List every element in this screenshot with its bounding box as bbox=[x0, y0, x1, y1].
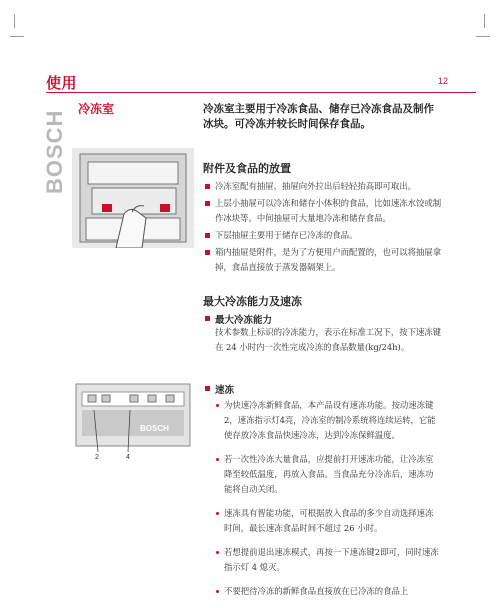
crop-mark bbox=[14, 14, 15, 28]
callout-label: 2 bbox=[95, 454, 99, 461]
panel-brand: BOSCH bbox=[140, 424, 169, 433]
list-item: 上层小抽屉可以冷冻和储存小体积的食品，比如速冻水饺或制作冰块等。中间抽屉可大量地冷冻和储存食品。 bbox=[203, 196, 443, 226]
accessories-heading: 附件及食品的放置 bbox=[203, 163, 291, 175]
crop-mark bbox=[476, 36, 490, 37]
intro-text: 冷冻室主要用于冷冻食品、储存已冷冻食品及制作冰块。可冷冻并较长时间保存食品。 bbox=[203, 103, 434, 130]
section-title: 使用 bbox=[46, 75, 78, 92]
list-item: 若想提前退出速冻模式，再按一下速冻键2即可，同时速冻指示灯 4 熄灭。 bbox=[215, 545, 440, 575]
list-item: 下层抽屉主要用于储存已冷冻的食品。 bbox=[203, 228, 443, 243]
header-rule bbox=[46, 92, 476, 93]
max-capacity-text: 技术参数上标识的冷冻能力，表示在标准工况下，按下速冻键在 24 小时内一次性完成冷冻的食品数量(kg/24h)。 bbox=[215, 327, 442, 352]
crop-mark bbox=[10, 36, 24, 37]
accessories-list bbox=[203, 179, 443, 277]
list-item: 不要把待冷冻的新鲜食品直接放在已冷冻的食品上 bbox=[215, 584, 440, 599]
max-capacity-subheading: 最大冷冻能力 bbox=[203, 312, 272, 326]
brand-logo: BOSCH bbox=[42, 109, 67, 194]
capacity-heading: 最大冷冻能力及速冻 bbox=[203, 296, 302, 308]
chapter-subtitle: 冷冻室 bbox=[78, 102, 115, 116]
crop-mark bbox=[484, 14, 485, 28]
list-item: 冷冻室配有抽屉，抽屉向外拉出后轻轻抬高即可取出。 bbox=[203, 179, 443, 194]
list-item: 速冻具有智能功能，可根据放入食品的多少自动选择速冻时间，最长速冻食品时间不超过 26 小时。 bbox=[215, 506, 440, 536]
quick-freeze-subheading: 速冻 bbox=[203, 382, 234, 396]
control-panel-illustration bbox=[72, 380, 194, 466]
page-number: 12 bbox=[438, 76, 449, 86]
list-item: 为快速冷冻新鲜食品，本产品设有速冻功能。按动速冻键2，速冻指示灯4亮，冷冻室的制冷系统将连续运转，它能使存放冷冻食品快速冷冻，达到冷冻保鲜温度。 bbox=[215, 398, 440, 443]
list-item: 若一次性冷冻大量食品，应提前打开速冻功能，让冷冻室降至较低温度，再放入食品。当食品充分冷冻后，速冻功能将自动关闭。 bbox=[215, 452, 440, 497]
quick-freeze-list bbox=[215, 398, 440, 608]
callout-label: 4 bbox=[126, 454, 130, 461]
freezer-drawer-illustration bbox=[72, 148, 194, 248]
list-item: 箱内抽屉是附件，是为了方便用户而配置的，也可以将抽屉拿掉，食品直接放于蒸发器隔架上。 bbox=[203, 245, 443, 275]
